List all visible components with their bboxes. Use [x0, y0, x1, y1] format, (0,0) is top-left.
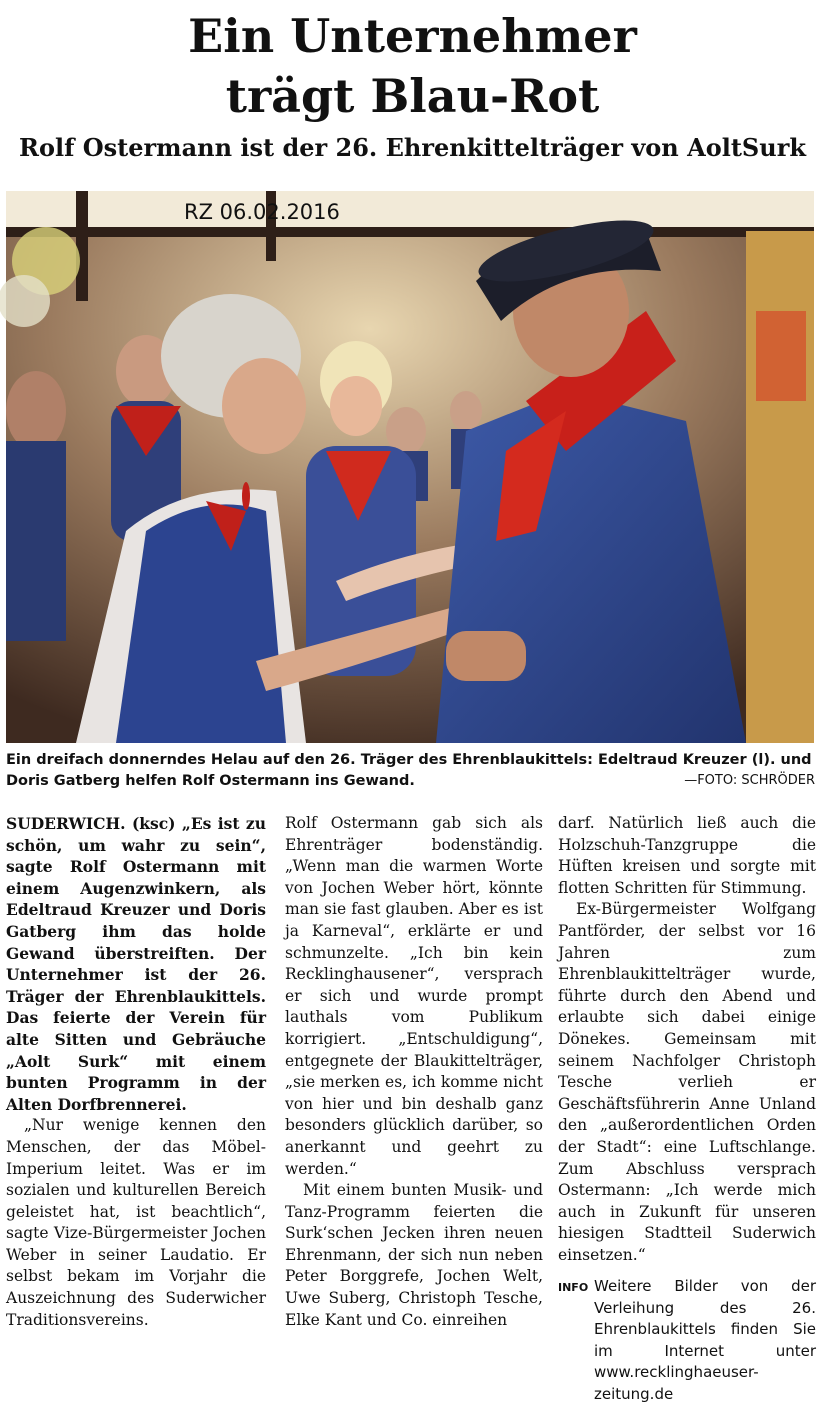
photo-caption: Ein dreifach donnerndes Helau auf den 26. Träger des Ehrenblaukittels: Edeltraud Kreuzer (l). und Doris Gatberg helfen Rolf Ostermann ins Gewand.: [6, 752, 812, 789]
info-label: INFO: [558, 1281, 589, 1295]
subheadline: Rolf Ostermann ist der 26. Ehrenkittelträger von AoltSurk: [19, 133, 806, 162]
article-column-1: [6, 813, 266, 1341]
article-paragraph: darf. Natürlich ließ auch die Holzschuh-Tanzgruppe die Hüften kreisen und sorgte mit flotten Schritten für Stimmung.: [558, 814, 816, 897]
headline-line-2: trägt Blau-Rot: [225, 69, 600, 123]
article-paragraph: Rolf Ostermann gab sich als Ehrenträger bodenständig. „Wenn man die warmen Worte von Jochen Weber hört, könnte man sie fast glauben. Aber es ist ja Karneval“, erklärte er und schmunzelte. „Ich bin kein Recklinghausener“, versprach er sich und wurde prompt lauthals vom Publikum korrigiert. „Entschuldigung“, entgegnete der Blaukittelträger, „sie merken es, ich komme nicht von hier und bin deshalb ganz besonders glücklich darüber, so anerkannt und geehrt zu werden.“: [285, 814, 543, 1178]
article-paragraph: „Nur wenige kennen den Menschen, der das Möbel-Imperium leitet. Was er im sozialen und kulturellen Bereich geleistet hat, ist beachtlich“, sagte Vize-Bürgermeister Jochen Weber in seiner Laudatio. Er selbst bekam im Vorjahr die Auszeichnung des Suderwicher Traditionsvereins.: [6, 1116, 266, 1329]
photo-date-label: RZ 06.02.2016: [184, 200, 340, 224]
article-column-3: [558, 813, 816, 1403]
photo-credit: —FOTO: SCHRÖDER: [684, 773, 815, 788]
photo-illustration: [6, 191, 814, 743]
article-photo: [6, 191, 814, 743]
headline-line-1: Ein Unternehmer: [188, 9, 637, 63]
info-text: Weitere Bilder von der Verleihung des 26. Ehrenblaukittels finden Sie im Internet unter www.recklinghaeuser-zeitung.de: [594, 1277, 816, 1403]
article-paragraph: Mit einem bunten Musik- und Tanz-Programm feierten die Surk‘schen Jecken ihren neuen Ehrenmann, der sich nun neben Peter Borggrefe, Jochen Welt, Uwe Suberg, Christoph Tesche, Elke Kant und Co. einreihen: [285, 1181, 543, 1329]
info-box: [558, 1276, 816, 1404]
article-column-2: [285, 813, 543, 1341]
article-paragraph: Ex-Bürgermeister Wolfgang Pantförder, der selbst vor 16 Jahren zum Ehrenblaukittelträger wurde, führte durch den Abend und erlaubte sich dabei einige Dönekes. Gemeinsam mit seinem Nachfolger Christoph Tesche verlieh er Geschäftsführerin Anne Unland den „außerordentlichen Orden der Stadt“: eine Luftschlange. Zum Abschluss versprach Ostermann: „Ich werde mich auch in Zukunft für unseren hiesigen Stadtteil Suderwich einsetzen.“: [558, 900, 816, 1264]
article-lead: SUDERWICH. (ksc) „Es ist zu schön, um wahr zu sein“, sagte Rolf Ostermann mit einem Augenzwinkern, als Edeltraud Kreuzer und Doris Gatberg ihm das holde Gewand überstreiften. Der Unternehmer ist der 26. Träger der Ehrenblaukittels. Das feierte der Verein für alte Sitten und Gebräuche „Aolt Surk“ mit einem bunten Programm in der Alten Dorfbrennerei.: [6, 814, 266, 1114]
